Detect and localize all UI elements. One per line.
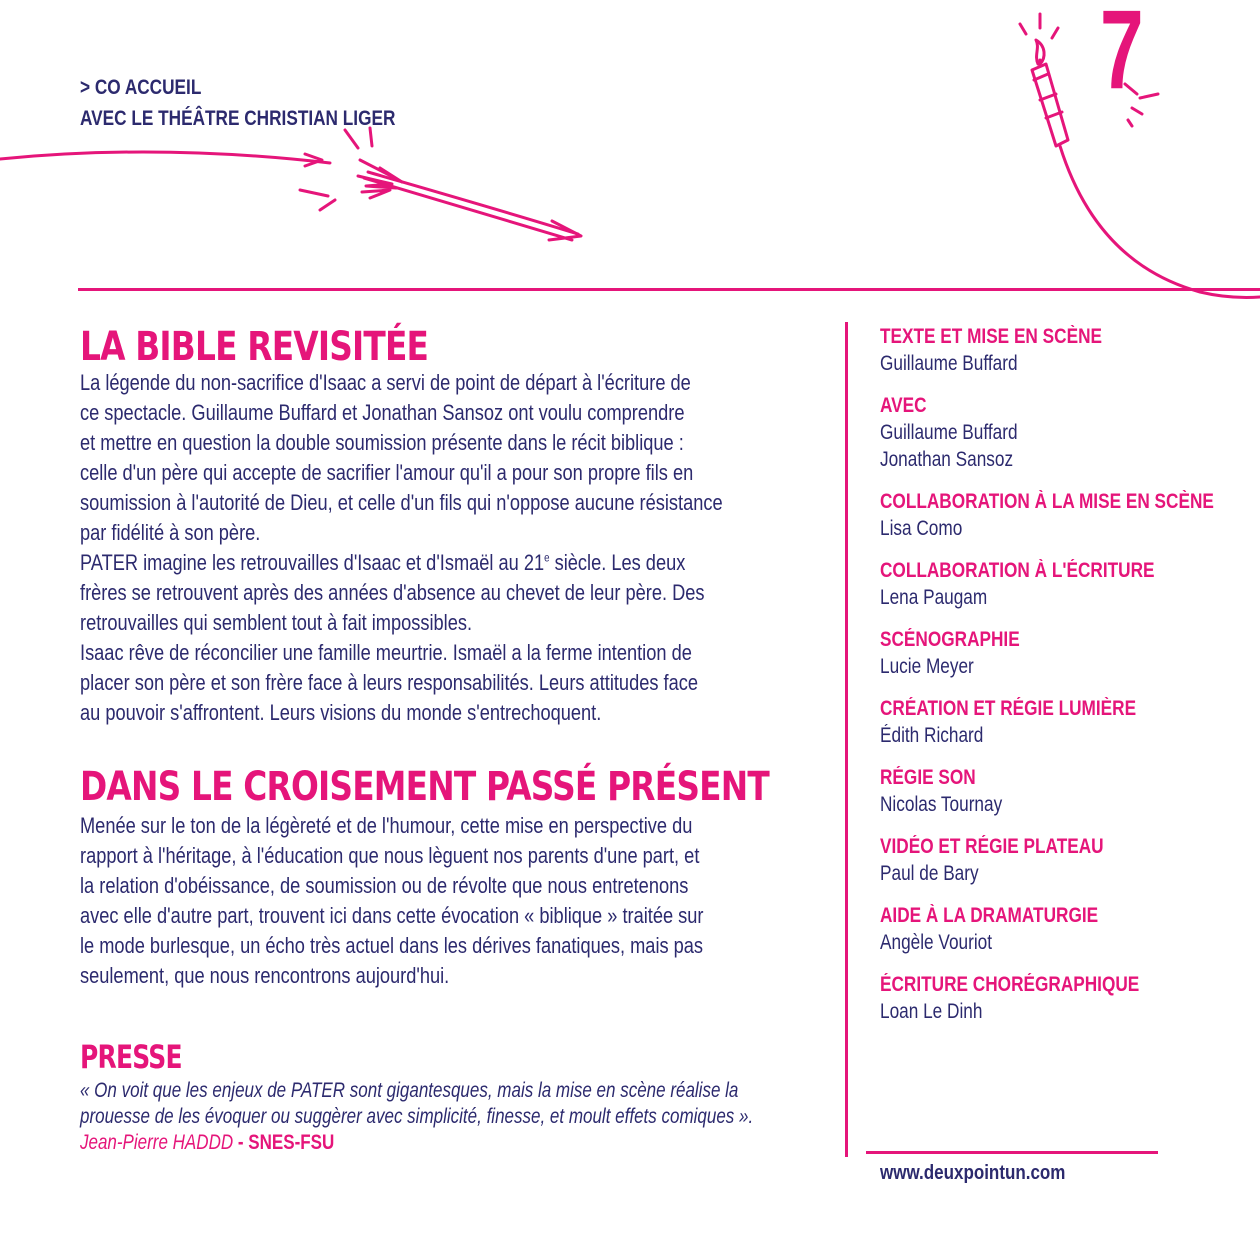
body-line: Menée sur le ton de la légèreté et de l'humour, cette mise en perspective du — [80, 813, 693, 838]
credit-name: Édith Richard — [880, 724, 984, 747]
credit-name: Nicolas Tournay — [880, 793, 1003, 816]
credit-role: AIDE À LA DRAMATURGIE — [880, 904, 1099, 927]
credit-role: AVEC — [880, 394, 927, 417]
body-text: siècle. Les deux — [549, 550, 686, 575]
credit-role: RÉGIE SON — [880, 766, 976, 789]
website-link[interactable]: www.deuxpointun.com — [880, 1162, 1066, 1184]
credit-item — [880, 972, 1260, 1041]
section-body-croisement — [80, 811, 801, 991]
body-line: avec elle d'autre part, trouvent ici dans cette évocation « biblique » traitée sur — [80, 903, 704, 928]
credit-name: Guillaume Buffard — [880, 421, 1018, 444]
body-line: le mode burlesque, un écho très actuel dans les dérives fanatiques, mais pas — [80, 933, 704, 958]
credit-role: SCÉNOGRAPHIE — [880, 628, 1020, 651]
credit-role: VIDÉO ET RÉGIE PLATEAU — [880, 835, 1104, 858]
footer-divider — [866, 1151, 1158, 1154]
body-line: seulement, que nous rencontrons aujourd'hui. — [80, 963, 450, 988]
candle-icon — [1020, 14, 1260, 297]
co-accueil-line: > CO ACCUEIL — [80, 76, 202, 99]
body-line: placer son père et son frère face à leurs responsabilités. Leurs attitudes face — [80, 670, 698, 695]
body-line: soumission à l'autorité de Dieu, et celle d'un fils qui n'oppose aucune résistance — [80, 490, 723, 515]
credit-role: COLLABORATION À LA MISE EN SCÈNE — [880, 490, 1214, 513]
credit-item — [880, 489, 1260, 558]
arrow-icon — [0, 128, 581, 240]
top-divider — [78, 288, 1260, 291]
credit-name: Jonathan Sansoz — [880, 448, 1014, 471]
credit-name: Loan Le Dinh — [880, 1000, 983, 1023]
quote-separator: - — [233, 1131, 249, 1154]
co-accueil-theatre: AVEC LE THÉÂTRE CHRISTIAN LIGER — [80, 107, 396, 130]
quote-author: Jean-Pierre HADDD — [80, 1131, 234, 1154]
credit-name: Lisa Como — [880, 517, 963, 540]
credit-role: ÉCRITURE CHORÉGRAPHIQUE — [880, 973, 1140, 996]
ordinal-superscript: e — [544, 550, 550, 565]
credit-name: Angèle Vouriot — [880, 931, 993, 954]
credit-name: Lena Paugam — [880, 586, 988, 609]
credit-name: Lucie Meyer — [880, 655, 974, 678]
credit-item — [880, 903, 1260, 972]
credit-item — [880, 627, 1260, 696]
body-line: par fidélité à son père. — [80, 520, 261, 545]
press-quote — [80, 1078, 753, 1156]
credit-item — [880, 696, 1260, 765]
body-text: PATER imagine les retrouvailles d'Isaac et d'Ismaël au 21 — [80, 550, 545, 575]
page-number: 7 — [1100, 0, 1144, 112]
column-divider — [845, 322, 848, 1157]
quote-attribution — [80, 1130, 753, 1156]
credit-role: COLLABORATION À L'ÉCRITURE — [880, 559, 1155, 582]
body-line: Isaac rêve de réconcilier une famille meurtrie. Ismaël a la ferme intention de — [80, 640, 692, 665]
body-line: retrouvailles qui semblent tout à fait impossibles. — [80, 610, 473, 635]
credit-item — [880, 324, 1260, 393]
body-line — [80, 548, 801, 578]
body-line: La légende du non-sacrifice d'Isaac a servi de point de départ à l'écriture de — [80, 370, 691, 395]
body-line: rapport à l'héritage, à l'éducation que nous lèguent nos parents d'une part, et — [80, 843, 700, 868]
section-body-bible — [80, 368, 801, 728]
section-title-bible: LA BIBLE REVISITÉE — [80, 324, 429, 370]
quote-line: prouesse de les évoquer ou suggèrer avec simplicité, finesse, et moult effets comiques ». — [80, 1105, 754, 1128]
section-title-presse: PRESSE — [80, 1038, 182, 1076]
credit-item — [880, 834, 1260, 903]
credit-item — [880, 558, 1260, 627]
body-line: ce spectacle. Guillaume Buffard et Jonathan Sansoz ont voulu comprendre — [80, 400, 685, 425]
body-line: la relation d'obéissance, de soumission ou de révolte que nous entretenons — [80, 873, 689, 898]
body-line: frères se retrouvent après des années d'absence au chevet de leur père. Des — [80, 580, 705, 605]
credits-list — [880, 324, 1260, 1041]
decorations — [0, 0, 1260, 310]
credit-name: Guillaume Buffard — [880, 352, 1018, 375]
credit-name: Paul de Bary — [880, 862, 979, 885]
credit-item — [880, 393, 1260, 489]
section-title-croisement: DANS LE CROISEMENT PASSÉ PRÉSENT — [80, 764, 769, 810]
body-line: et mettre en question la double soumission présente dans le récit biblique : — [80, 430, 684, 455]
body-line: celle d'un père qui accepte de sacrifier l'amour qu'il a pour son propre fils en — [80, 460, 694, 485]
body-line: au pouvoir s'affrontent. Leurs visions du monde s'entrechoquent. — [80, 700, 602, 725]
quote-line: « On voit que les enjeux de PATER sont gigantesques, mais la mise en scène réalise la — [80, 1079, 739, 1102]
credit-item — [880, 765, 1260, 834]
credit-role: CRÉATION ET RÉGIE LUMIÈRE — [880, 697, 1137, 720]
credit-role: TEXTE ET MISE EN SCÈNE — [880, 325, 1102, 348]
quote-organization: SNES-FSU — [248, 1131, 335, 1154]
